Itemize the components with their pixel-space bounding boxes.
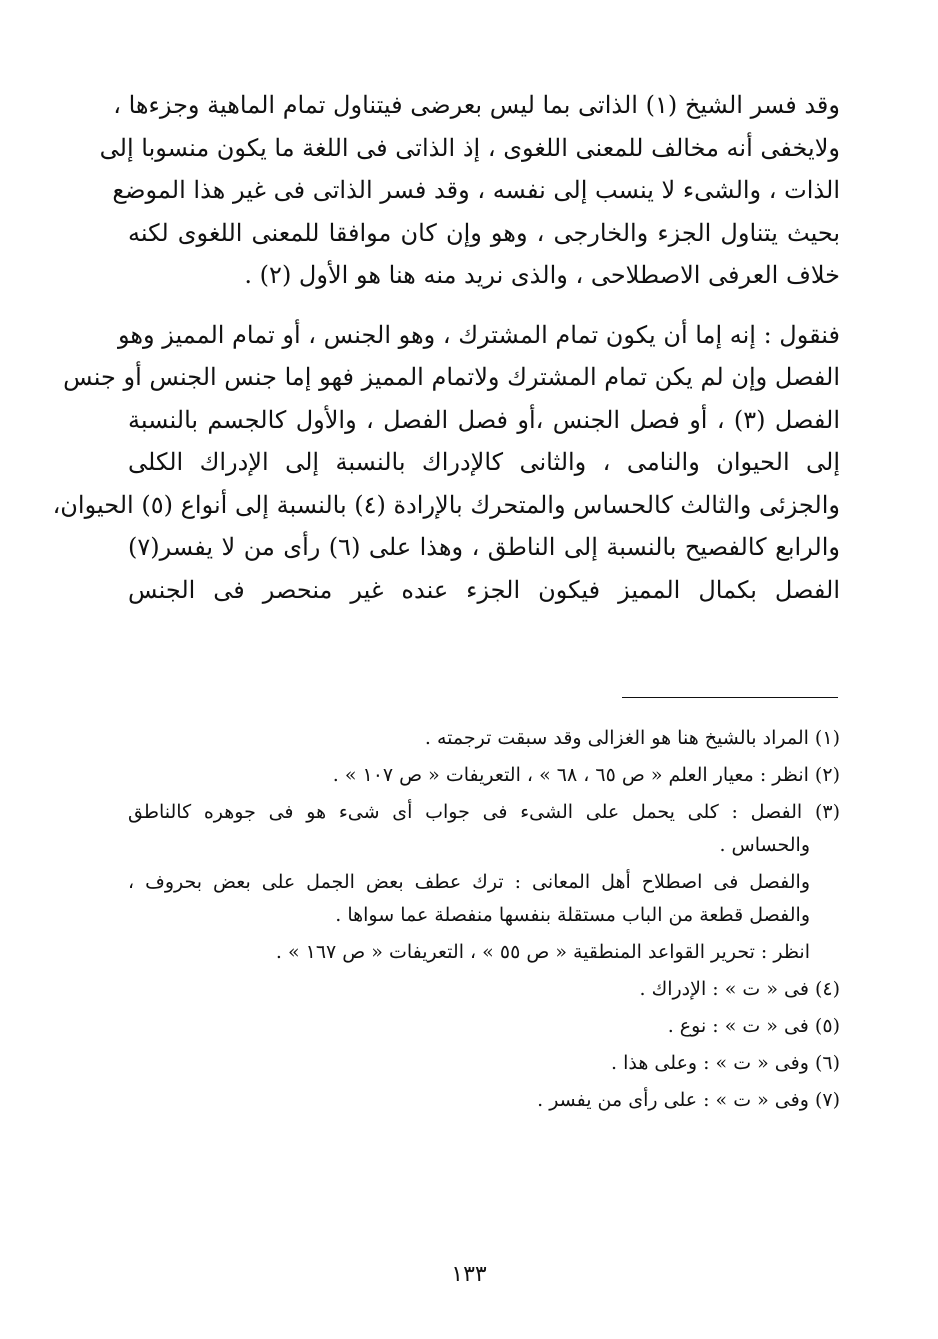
text-line: الذات ، والشىء لا ينسب إلى نفسه ، وقد فسر الذاتى فى غير هذا الموضع — [112, 176, 840, 204]
footnote-line: (٤) فى « ت » : الإدراك . — [639, 978, 840, 1000]
footnote-3-continuation — [128, 866, 840, 932]
footnote-5 — [128, 1010, 840, 1043]
page-number: ١٣٣ — [451, 1262, 487, 1287]
text-line: خلاف العرفى الاصطلاحى ، والذى نريد منه هنا هو الأول (٢) . — [244, 261, 840, 289]
footnote-4 — [128, 973, 840, 1006]
footnote-line: (٣) الفصل : كلى يحمل على الشىء فى جواب أى شىء هو فى جوهره كالناطق — [128, 801, 840, 823]
footnote-line: (٦) وفى « ت » : وعلى هذا . — [611, 1052, 840, 1074]
text-line: الفصل (٣) ، أو فصل الجنس ،أو فصل الفصل ، والأول كالجسم بالنسبة — [128, 405, 840, 434]
footnote-line: انظر : تحرير القواعد المنطقية « ص ٥٥ » ، التعريفات « ص ١٦٧ » . — [275, 941, 810, 963]
text-line: والجزئى والثالث كالحساس والمتحرك بالإرادة (٤) بالنسبة إلى أنواع (٥) الحيوان، — [52, 490, 840, 519]
footnote-line: والفصل قطعة من الباب مستقلة بنفسها منفصلة عما سواها . — [335, 904, 810, 926]
main-text — [52, 84, 841, 611]
footnote-line: (٧) وفى « ت » : على رأى من يفسر . — [537, 1089, 840, 1111]
footnotes — [128, 722, 840, 1121]
footnote-line: والفصل فى اصطلاح أهل المعانى : ترك عطف بعض الجمل على بعض بحروف ، — [128, 871, 810, 893]
footnote-separator — [622, 697, 838, 698]
footnote-3-reference — [128, 936, 840, 969]
footnote-line: والحساس . — [719, 834, 810, 856]
text-line: بحيث يتناول الجزء والخارجى ، وهو وإن كان موافقا للمعنى اللغوى لكنه — [128, 218, 840, 247]
footnote-line: (٢) انظر : معيار العلم « ص ٦٥ ، ٦٨ » ، التعريفات « ص ١٠٧ » . — [332, 764, 840, 786]
paragraph-2 — [52, 314, 841, 612]
footnote-line: (٥) فى « ت » : نوع . — [667, 1015, 840, 1037]
text-line: الفصل بكمال المميز فيكون الجزء عنده غير منحصر فى الجنس — [128, 575, 840, 604]
footnote-6 — [128, 1047, 840, 1080]
footnote-3 — [128, 796, 840, 862]
footnote-2 — [128, 759, 840, 792]
text-line: إلى الحيوان والنامى ، والثانى كالإدراك بالنسبة إلى الإدراك الكلى — [128, 448, 840, 476]
text-line: فنقول : إنه إما أن يكون تمام المشترك ، وهو الجنس ، أو تمام المميز وهو — [117, 320, 840, 349]
paragraph-1 — [99, 84, 840, 297]
footnote-line: (١) المراد بالشيخ هنا هو الغزالى وقد سبقت ترجمته . — [424, 727, 840, 749]
footnote-1 — [128, 722, 840, 755]
footnote-7 — [128, 1084, 840, 1117]
text-line: ولايخفى أنه مخالف للمعنى اللغوى ، إذ الذاتى فى اللغة ما يكون منسوبا إلى — [99, 133, 840, 162]
text-line: والرابع كالفصيح بالنسبة إلى الناطق ، وهذا على (٦) رأى من لا يفسر(٧) — [128, 533, 841, 561]
text-line: الفصل وإن لم يكن تمام المشترك ولاتمام المميز فهو إما جنس الجنس أو جنس — [63, 363, 840, 391]
text-line: وقد فسر الشيخ (١) الذاتى بما ليس بعرضى فيتناول تمام الماهية وجزءها ، — [113, 91, 840, 119]
